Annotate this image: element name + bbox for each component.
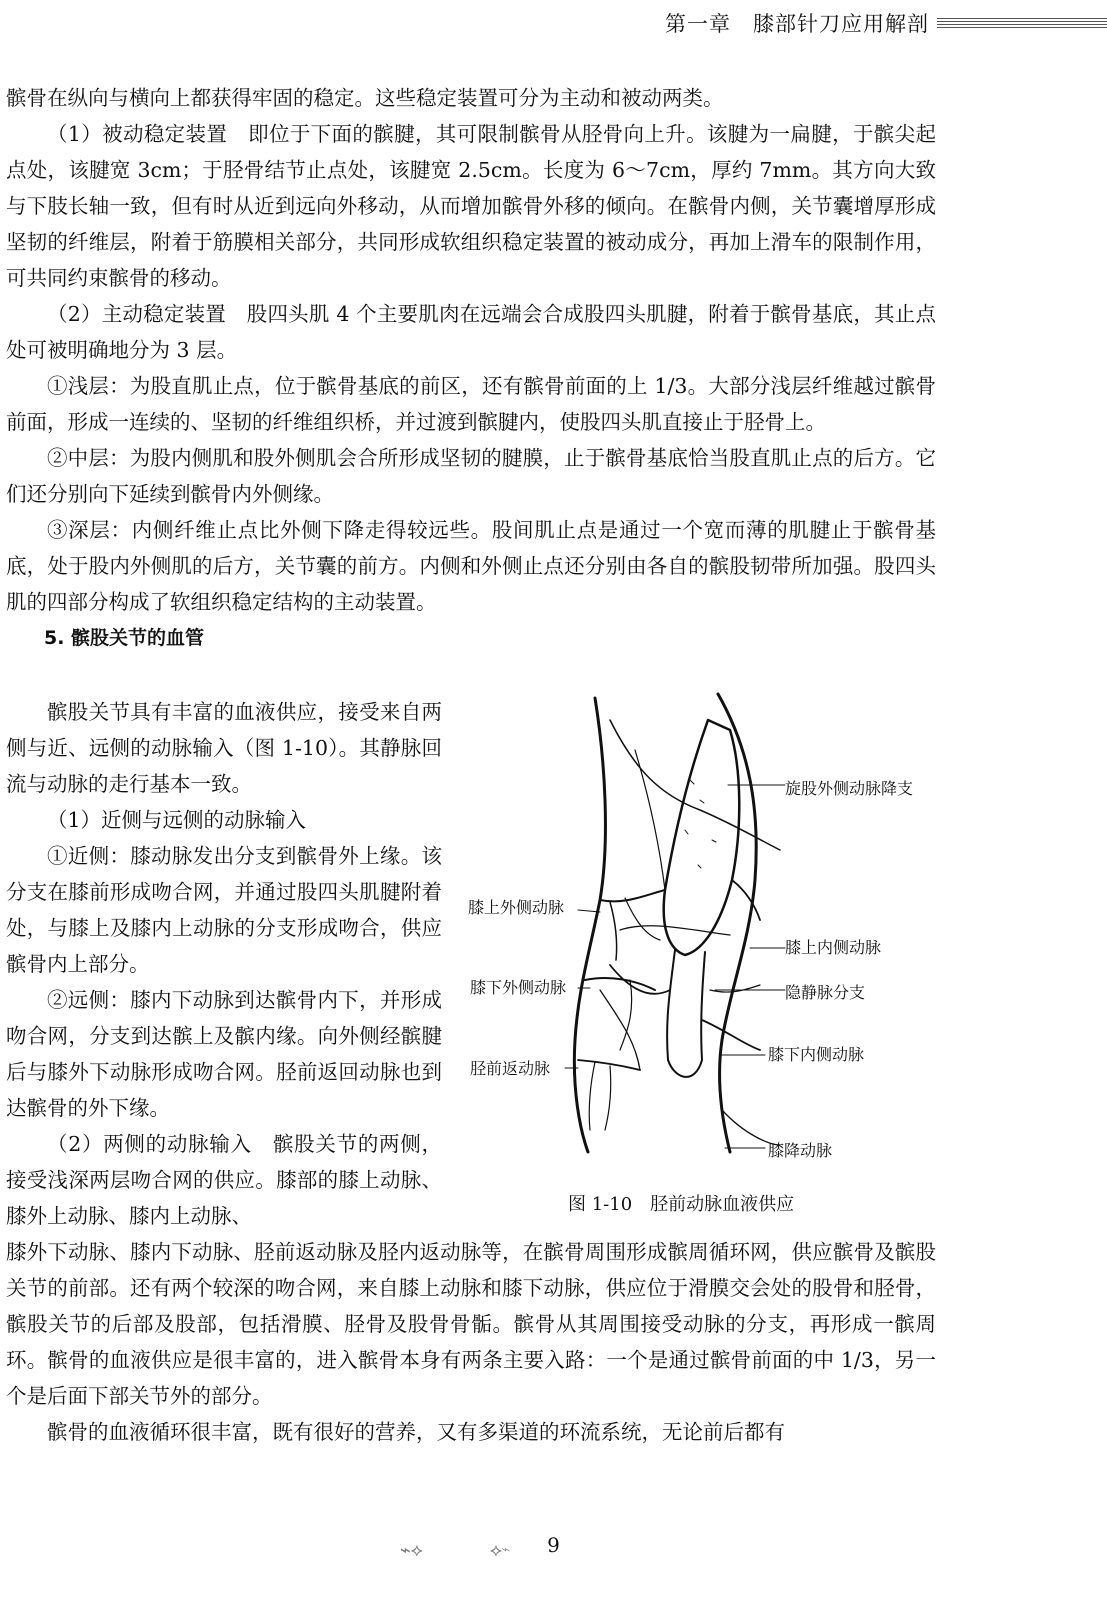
paragraph: ③深层：内侧纤维止点比外侧下降走得较远些。股间肌止点是通过一个宽而薄的肌腱止于髌骨基底，处于股内外侧肌的后方，关节囊的前方。内侧和外侧止点还分别由各自的髌股韧带所加强。股四头肌的四部分构成了软组织稳定结构的主动装置。 [6, 518, 936, 614]
right-ornament-icon: ⟡⌁ [490, 1540, 510, 1561]
label-saphenous: 隐静脉分支 [785, 983, 866, 1002]
chapter-title: 第一章 膝部针刀应用解剖 [665, 12, 929, 36]
figure-1-10 [460, 690, 940, 1160]
header-rule-lines [937, 18, 1107, 32]
paragraph: ①近侧：膝动脉发出分支到髌骨外上缘。该分支在膝前形成吻合网，并通过股四头肌腱附着处，与膝上及膝内上动脉的分支形成吻合，供应髌骨内上部分。 [6, 844, 442, 976]
paragraph: ②中层：为股内侧肌和股外侧肌会合所形成坚韧的腱膜，止于髌骨基底恰当股直肌止点的后方。它们还分别向下延续到髌骨内外侧缘。 [6, 446, 936, 506]
paragraph: 髌骨在纵向与横向上都获得牢固的稳定。这些稳定装置可分为主动和被动两类。 [6, 86, 724, 110]
left-ornament-icon: ⌁⟡ [400, 1540, 423, 1561]
paragraph: （2）主动稳定装置 股四头肌 4 个主要肌肉在远端会合成股四头肌腱，附着于髌骨基底，其止点处可被明确地分为 3 层。 [6, 302, 936, 362]
anatomy-illustration [460, 690, 940, 1160]
page-number: 9 [547, 1533, 560, 1557]
label-lateral-circumflex: 旋股外侧动脉降支 [785, 779, 914, 798]
section-heading: 5. 髌股关节的血管 [44, 627, 205, 649]
body-text-column [6, 694, 442, 1234]
paragraph: 膝外下动脉、膝内下动脉、胫前返动脉及胫内返动脉等，在髌骨周围形成髌周循环网，供应髌骨及髌股关节的前部。还有两个较深的吻合网，来自膝上动脉和膝下动脉，供应位于滑膜交会处的股骨和胫骨，髌股关节的后部及股部，包括滑膜、胫骨及股骨骨骺。髌骨从其周围接受动脉的分支，再形成一髌周环。髌骨的血液供应是很丰富的，进入髌骨本身有两条主要入路：一个是通过髌骨前面的中 1/3，另一个是后面下部关节外的部分。 [6, 1240, 936, 1408]
paragraph: 髌股关节具有丰富的血液供应，接受来自两侧与近、远侧的动脉输入（图 1-10）。其静脉回流与动脉的走行基本一致。 [6, 700, 442, 796]
figure-caption: 图 1-10 胫前动脉血液供应 [568, 1194, 795, 1215]
label-superior-lateral: 膝上外侧动脉 [468, 898, 565, 917]
paragraph: ①浅层：为股直肌止点，位于髌骨基底的前区，还有髌骨前面的上 1/3。大部分浅层纤维越过髌骨前面，形成一连续的、坚韧的纤维组织桥，并过渡到髌腱内，使股四头肌直接止于胫骨上。 [6, 374, 936, 434]
label-superior-medial: 膝上内侧动脉 [785, 938, 882, 957]
paragraph: （1）被动稳定装置 即位于下面的髌腱，其可限制髌骨从胫骨向上升。该腱为一扁腱，于髌尖起点处，该腱宽 3cm；于胫骨结节止点处，该腱宽 2.5cm。长度为 6～7cm，厚约 7mm。其方向大致与下肢长轴一致，但有时从近到远向外移动，从而增加髌骨外移的倾向。在髌骨内侧，关节囊增厚形成坚韧的纤维层，附着于筋膜相关部分，共同形成软组织稳定装置的被动成分，再加上滑车的限制作用，可共同约束髌骨的移动。 [6, 122, 936, 290]
paragraph: （2）两侧的动脉输入 髌股关节的两侧，接受浅深两层吻合网的供应。膝部的膝上动脉、膝外上动脉、膝内上动脉、 [6, 1132, 442, 1228]
running-header [0, 6, 1107, 38]
paragraph: （1）近侧与远侧的动脉输入 [47, 808, 307, 832]
paragraph: ②远侧：膝内下动脉到达髌骨内下，并形成吻合网，分支到达髌上及髌内缘。向外侧经髌腱后与膝外下动脉形成吻合网。胫前返回动脉也到达髌骨的外下缘。 [6, 988, 442, 1120]
body-text-top [6, 80, 936, 656]
label-descending: 膝降动脉 [768, 1141, 833, 1160]
paragraph: 髌骨的血液循环很丰富，既有很好的营养，又有多渠道的环流系统，无论前后都有 [47, 1420, 785, 1444]
label-recurrent: 胫前返动脉 [470, 1059, 551, 1078]
label-inferior-lateral: 膝下外侧动脉 [470, 978, 567, 997]
body-text-bottom [6, 1234, 936, 1450]
label-inferior-medial: 膝下内侧动脉 [768, 1045, 865, 1064]
